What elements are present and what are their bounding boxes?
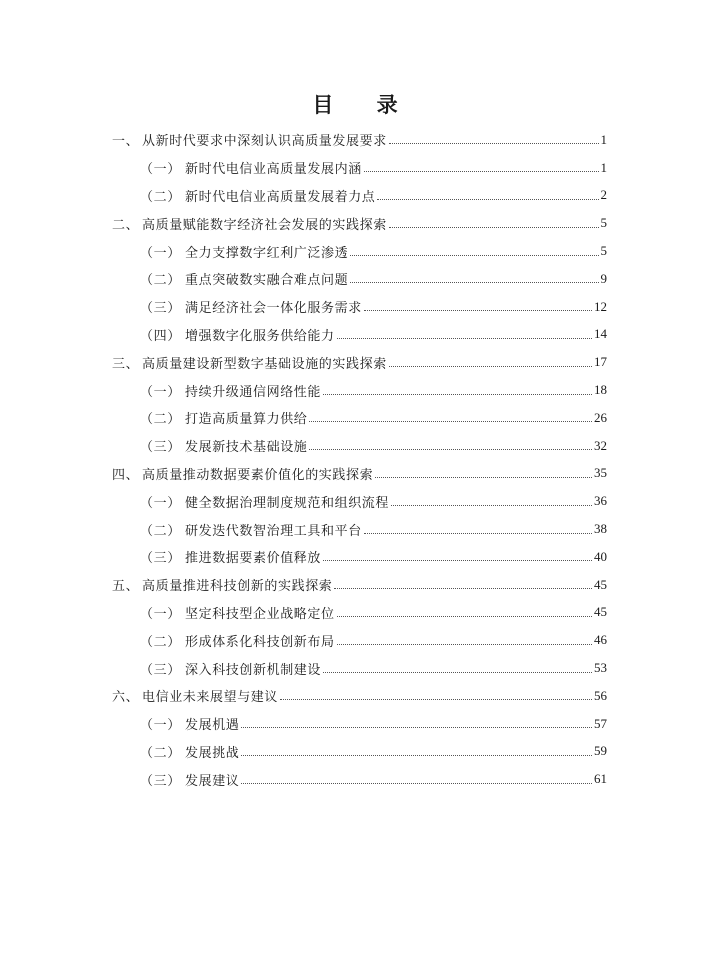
toc-page-number: 45 [594,576,607,592]
toc-chapter-entry[interactable] [0,682,710,710]
dot-leader [241,727,592,728]
toc-entry-title: 推进数据要素价值释放 [185,551,322,567]
toc-page-number: 9 [600,270,607,286]
dot-leader [323,560,592,561]
toc-entry-number: （二） [140,634,181,650]
toc-page-number: 56 [594,687,607,703]
toc-entry-title: 深入科技创新机制建设 [185,662,322,678]
dot-leader [377,199,598,200]
toc-section-entry[interactable] [0,654,710,682]
toc-entry-number: （二） [140,745,181,761]
dot-leader [364,533,592,534]
dot-leader [389,366,592,367]
toc-entry-title: 高质量推动数据要素价值化的实践探索 [142,467,374,483]
toc-page-number: 57 [594,715,607,731]
toc-entry-title: 高质量推进科技创新的实践探索 [142,579,333,595]
toc-entry-number: （四） [140,328,181,344]
toc-entry-title: 新时代电信业高质量发展内涵 [185,162,362,178]
toc-page-number: 2 [600,187,607,203]
toc-section-entry[interactable] [0,543,710,571]
toc-page-number: 1 [600,159,607,175]
toc-page-number: 32 [594,437,607,453]
dot-leader [364,171,599,172]
toc-page-number: 5 [600,215,607,231]
toc-entry-number: 一、 [112,134,140,150]
toc-section-entry[interactable] [0,515,710,543]
toc-chapter-entry[interactable] [0,571,710,599]
toc-entry-title: 电信业未来展望与建议 [142,690,279,706]
dot-leader [350,255,598,256]
dot-leader [241,755,592,756]
toc-page-number: 61 [594,771,607,787]
toc-entry-number: 四、 [112,467,140,483]
toc-section-entry[interactable] [0,599,710,627]
toc-page-number: 17 [594,354,607,370]
toc-entry-number: （三） [140,440,181,456]
dot-leader [350,282,598,283]
toc-section-entry[interactable] [0,738,710,766]
toc-section-entry[interactable] [0,487,710,515]
toc-entry-number: （三） [140,773,181,789]
toc-page-number: 46 [594,632,607,648]
toc-section-entry[interactable] [0,710,710,738]
dot-leader [309,421,592,422]
dot-leader [280,699,592,700]
toc-section-entry[interactable] [0,154,710,182]
toc-section-entry[interactable] [0,404,710,432]
dot-leader [309,449,592,450]
toc-entry-title: 研发迭代数智治理工具和平台 [185,523,362,539]
dot-leader [364,310,592,311]
toc-entry-title: 打造高质量算力供给 [185,412,308,428]
toc-page-number: 36 [594,493,607,509]
toc-entry-title: 发展新技术基础设施 [185,440,308,456]
toc-entry-number: （三） [140,551,181,567]
toc-entry-title: 坚定科技型企业战略定位 [185,606,335,622]
table-of-contents [0,126,710,793]
page-title: 目 录 [312,93,416,117]
toc-entry-title: 健全数据治理制度规范和组织流程 [185,495,390,511]
toc-entry-number: （一） [140,384,181,400]
dot-leader [334,588,592,589]
toc-entry-title: 新时代电信业高质量发展着力点 [185,189,376,205]
toc-entry-number: 二、 [112,217,140,233]
dot-leader [391,505,592,506]
toc-page-number: 38 [594,521,607,537]
dot-leader [337,616,592,617]
toc-section-entry[interactable] [0,237,710,265]
toc-entry-number: （二） [140,523,181,539]
toc-entry-title: 发展建议 [185,773,240,789]
toc-entry-title: 全力支撑数字红利广泛渗透 [185,245,349,261]
dot-leader [389,227,599,228]
toc-entry-title: 发展机遇 [185,718,240,734]
toc-page-number: 59 [594,743,607,759]
toc-entry-title: 高质量赋能数字经济社会发展的实践探索 [142,217,387,233]
toc-chapter-entry[interactable] [0,126,710,154]
toc-entry-number: （一） [140,606,181,622]
toc-section-entry[interactable] [0,321,710,349]
toc-section-entry[interactable] [0,626,710,654]
toc-chapter-entry[interactable] [0,460,710,488]
toc-entry-number: （一） [140,495,181,511]
toc-section-entry[interactable] [0,376,710,404]
dot-leader [323,672,592,673]
toc-entry-title: 从新时代要求中深刻认识高质量发展要求 [142,134,387,150]
toc-page-number: 5 [600,243,607,259]
toc-entry-number: （三） [140,662,181,678]
toc-entry-number: 五、 [112,579,140,595]
toc-entry-title: 满足经济社会一体化服务需求 [185,301,362,317]
toc-section-entry[interactable] [0,293,710,321]
toc-page-number: 12 [594,298,607,314]
toc-entry-number: （一） [140,245,181,261]
toc-page-number: 18 [594,382,607,398]
toc-entry-number: 六、 [112,690,140,706]
dot-leader [323,394,592,395]
toc-entry-title: 发展挑战 [185,745,240,761]
toc-section-entry[interactable] [0,765,710,793]
toc-entry-title: 高质量建设新型数字基础设施的实践探索 [142,356,387,372]
toc-page-number: 45 [594,604,607,620]
toc-entry-title: 持续升级通信网络性能 [185,384,322,400]
dot-leader [389,143,599,144]
toc-section-entry[interactable] [0,182,710,210]
toc-chapter-entry[interactable] [0,348,710,376]
toc-entry-number: （二） [140,273,181,289]
dot-leader [337,338,592,339]
toc-entry-number: （二） [140,412,181,428]
dot-leader [241,783,592,784]
toc-section-entry[interactable] [0,265,710,293]
toc-page-number: 1 [600,131,607,147]
toc-chapter-entry[interactable] [0,209,710,237]
toc-page-number: 14 [594,326,607,342]
toc-entry-title: 重点突破数实融合难点问题 [185,273,349,289]
toc-section-entry[interactable] [0,432,710,460]
toc-page-number: 53 [594,660,607,676]
toc-entry-title: 形成体系化科技创新布局 [185,634,335,650]
toc-entry-number: 三、 [112,356,140,372]
dot-leader [375,477,592,478]
toc-entry-number: （二） [140,189,181,205]
toc-entry-number: （一） [140,718,181,734]
dot-leader [337,644,592,645]
toc-page-number: 26 [594,409,607,425]
toc-entry-title: 增强数字化服务供给能力 [185,328,335,344]
toc-entry-number: （一） [140,162,181,178]
toc-page-number: 35 [594,465,607,481]
toc-page-number: 40 [594,548,607,564]
toc-entry-number: （三） [140,301,181,317]
